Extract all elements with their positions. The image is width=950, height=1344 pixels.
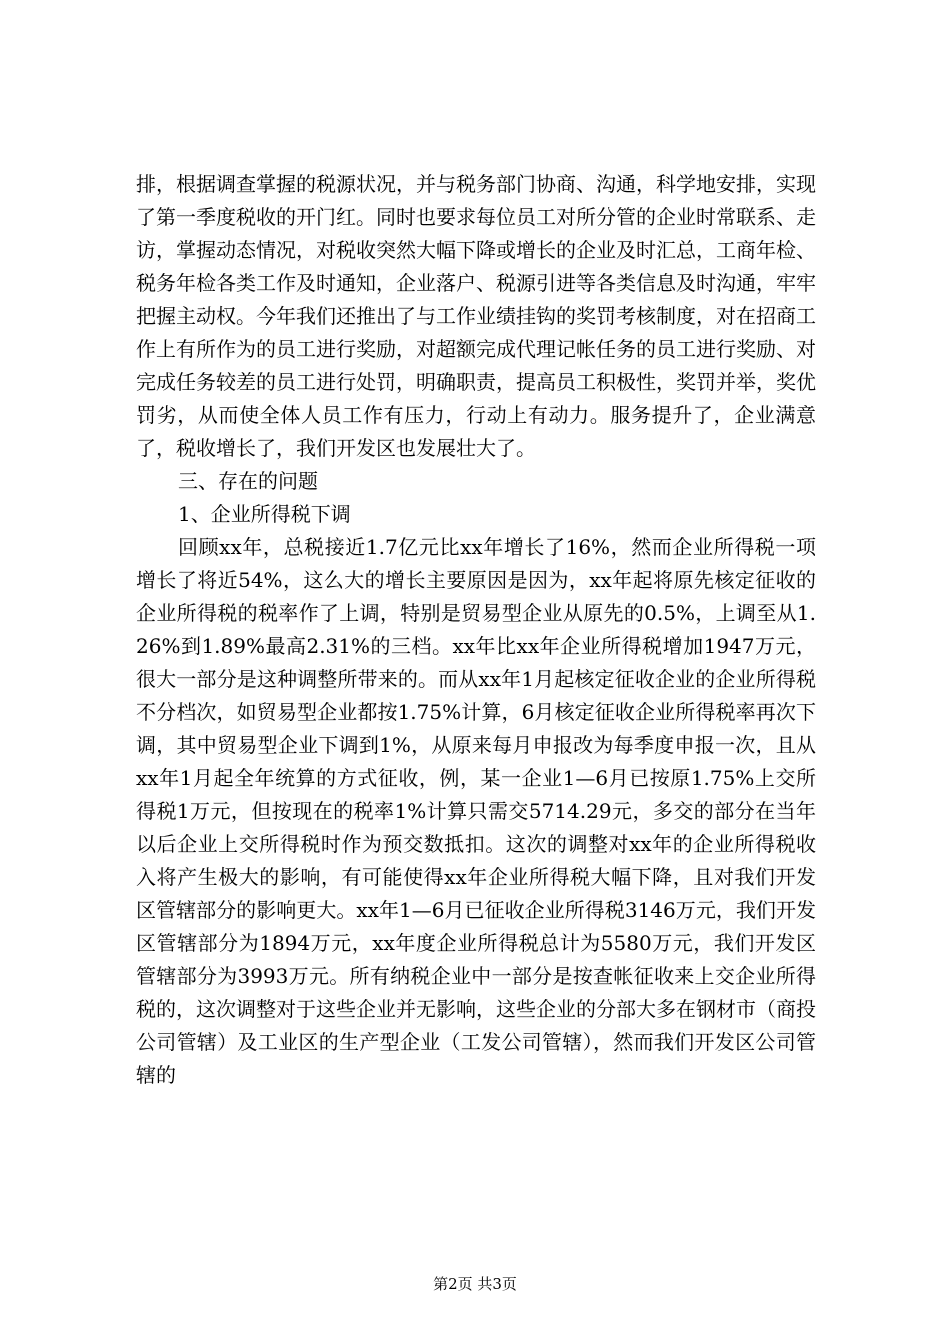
section-heading: 三、存在的问题 [178, 469, 318, 493]
subsection-heading: 1、企业所得税下调 [178, 502, 351, 526]
paragraph-continued: 排，根据调查掌握的税源状况，并与税务部门协商、沟通，科学地安排，实现了第一季度税收的开门红。同时也要求每位员工对所分管的企业时常联系、走访，掌握动态情况，对税收突然大幅下降或增长的企业及时汇总，工商年检、税务年检各类工作及时通知，企业落户、税源引进等各类信息及时沟通，牢牢把握主动权。今年我们还推出了与工作业绩挂钩的奖罚考核制度，对在招商工作上有所作为的员工进行奖励，对超额完成代理记帐任务的员工进行奖励、对完成任务较差的员工进行处罚，明确职责，提高员工积极性，奖罚并举，奖优罚劣，从而使全体人员工作有压力，行动上有动力。服务提升了，企业满意了，税收增长了，我们开发区也发展壮大了。 [136, 172, 816, 460]
page-number-footer: 第2页 共3页 [433, 1275, 517, 1293]
document-body [136, 168, 816, 1092]
paragraph-body: 回顾xx年，总税接近1.7亿元比xx年增长了16%，然而企业所得税一项增长了将近54%，这么大的增长主要原因是因为，xx年起将原先核定征收的企业所得税的税率作了上调，特别是贸易型企业从原先的0.5%，上调至从1.26%到1.89%最高2.31%的三档。xx年比xx年企业所得税增加1947万元，很大一部分是这种调整所带来的。而从xx年1月起核定征收企业的企业所得税不分档次，如贸易型企业都按1.75%计算，6月核定征收企业所得税率再次下调，其中贸易型企业下调到1%，从原来每月申报改为每季度申报一次，且从xx年1月起全年统算的方式征收，例，某一企业1—6月已按原1.75%上交所得税1万元，但按现在的税率1%计算只需交5714.29元，多交的部分在当年以后企业上交所得税时作为预交数抵扣。这次的调整对xx年的企业所得税收入将产生极大的影响，有可能使得xx年企业所得税大幅下降，且对我们开发区管辖部分的影响更大。xx年1—6月已征收企业所得税3146万元，我们开发区管辖部分为1894万元，xx年度企业所得税总计为5580万元，我们开发区管辖部分为3993万元。所有纳税企业中一部分是按查帐征收来上交企业所得税的，这次调整对于这些企业并无影响，这些企业的分部大多在钢材市（商投公司管辖）及工业区的生产型企业（工发公司管辖），然而我们开发区公司管辖的 [136, 535, 816, 1087]
